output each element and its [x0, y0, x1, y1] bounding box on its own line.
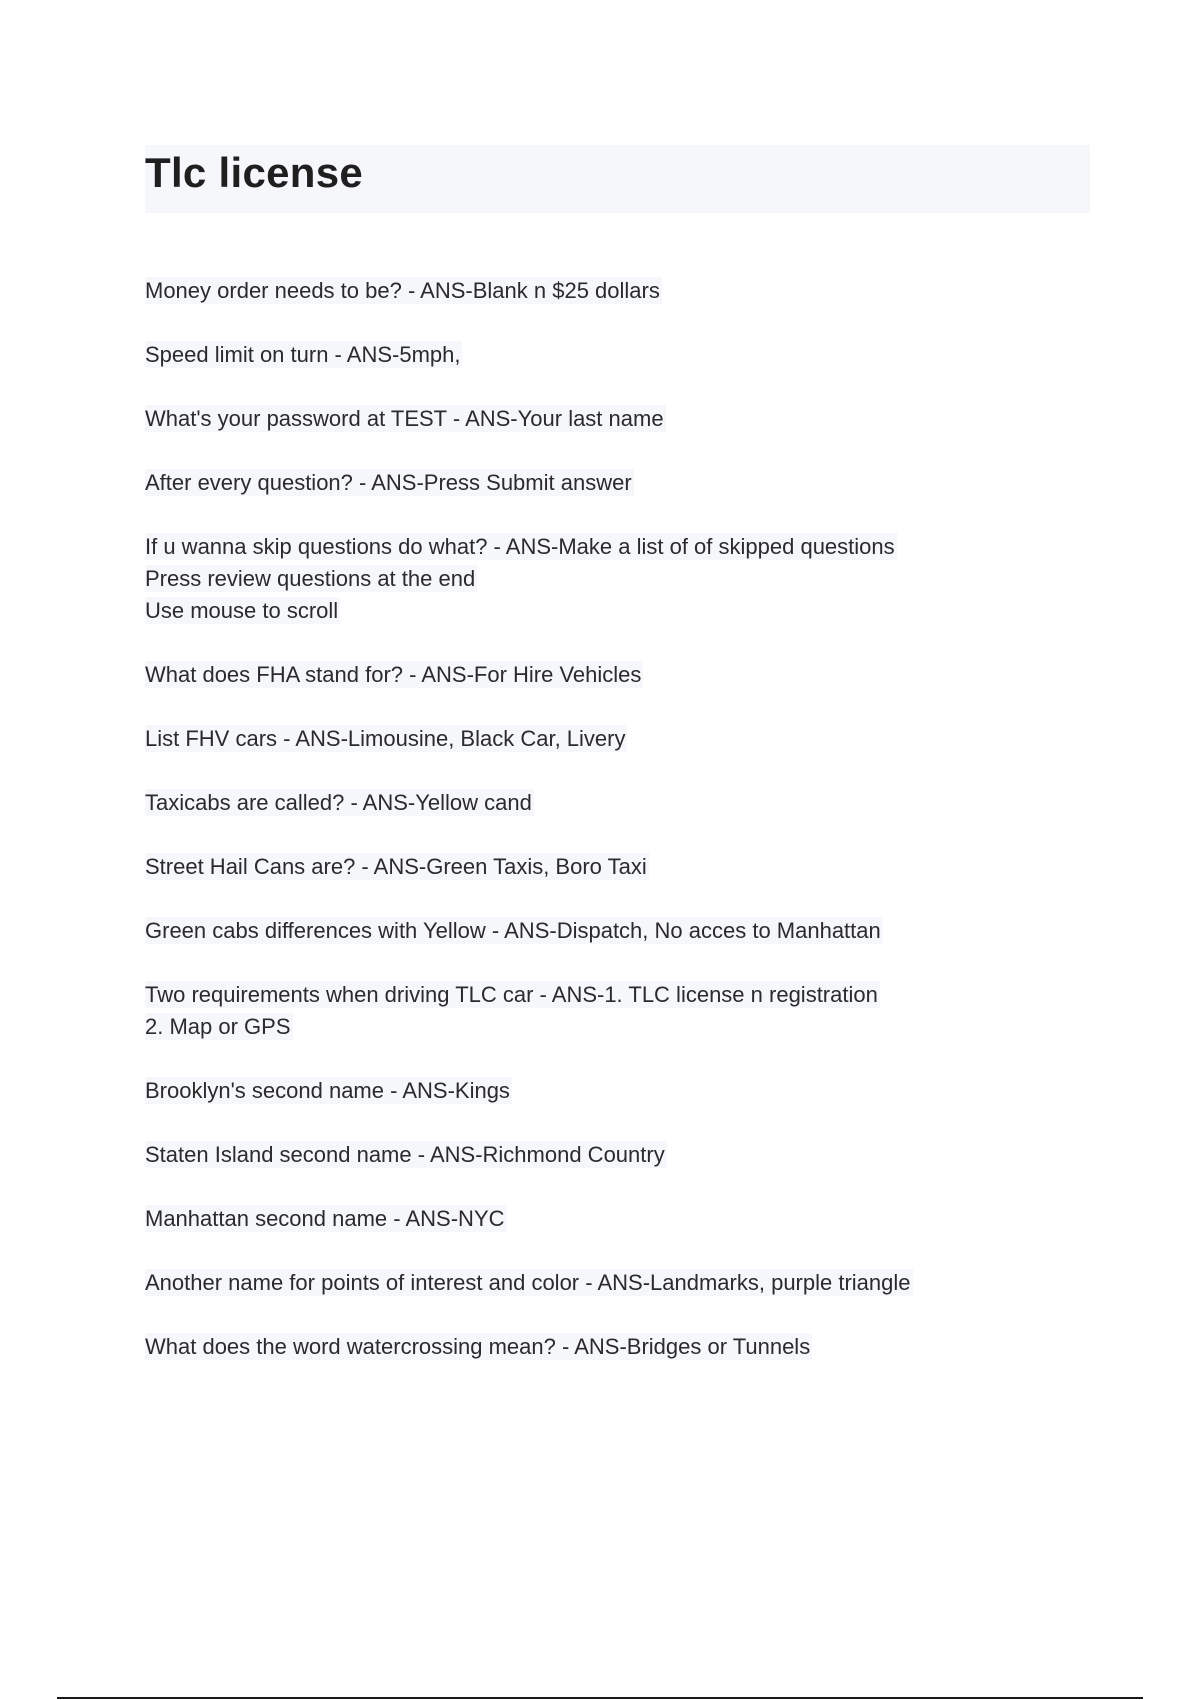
qa-line [145, 1075, 1105, 1107]
qa-text: Use mouse to scroll [145, 598, 339, 623]
qa-text: Street Hail Cans are? - ANS-Green Taxis, Boro Taxi [145, 854, 647, 879]
qa-item [145, 1267, 1105, 1299]
qa-line [145, 1331, 1105, 1363]
qa-item [145, 467, 1105, 499]
footer-divider [57, 1697, 1143, 1699]
qa-line [145, 275, 1105, 307]
qa-text: Taxicabs are called? - ANS-Yellow cand [145, 790, 532, 815]
qa-text: After every question? - ANS-Press Submit answer [145, 470, 632, 495]
qa-item [145, 275, 1105, 307]
qa-list [145, 275, 1105, 1395]
qa-line [145, 339, 1105, 371]
qa-item [145, 403, 1105, 435]
qa-line [145, 531, 1105, 563]
qa-text: If u wanna skip questions do what? - ANS-Make a list of of skipped questions [145, 534, 895, 559]
qa-item [145, 915, 1105, 947]
qa-text: Manhattan second name - ANS-NYC [145, 1206, 505, 1231]
qa-text: Another name for points of interest and color - ANS-Landmarks, purple triangle [145, 1270, 911, 1295]
qa-line [145, 723, 1105, 755]
qa-item [145, 1331, 1105, 1363]
qa-item [145, 659, 1105, 691]
qa-line [145, 851, 1105, 883]
qa-line [145, 1203, 1105, 1235]
qa-line [145, 787, 1105, 819]
qa-item [145, 851, 1105, 883]
qa-line [145, 467, 1105, 499]
qa-text: Brooklyn's second name - ANS-Kings [145, 1078, 510, 1103]
qa-line [145, 915, 1105, 947]
qa-line [145, 403, 1105, 435]
page-title: Tlc license [145, 149, 364, 196]
qa-item [145, 1139, 1105, 1171]
qa-item [145, 1203, 1105, 1235]
qa-line [145, 1139, 1105, 1171]
qa-item [145, 531, 1105, 627]
qa-item [145, 787, 1105, 819]
qa-text: Staten Island second name - ANS-Richmond Country [145, 1142, 665, 1167]
qa-text: 2. Map or GPS [145, 1014, 291, 1039]
qa-line [145, 595, 1105, 627]
qa-text: Two requirements when driving TLC car - ANS-1. TLC license n registration [145, 982, 878, 1007]
title-block [145, 145, 1090, 213]
qa-item [145, 1075, 1105, 1107]
qa-line [145, 659, 1105, 691]
qa-line [145, 1011, 1105, 1043]
qa-text: List FHV cars - ANS-Limousine, Black Car, Livery [145, 726, 626, 751]
qa-text: Green cabs differences with Yellow - ANS-Dispatch, No acces to Manhattan [145, 918, 881, 943]
qa-text: What does FHA stand for? - ANS-For Hire Vehicles [145, 662, 642, 687]
qa-text: Speed limit on turn - ANS-5mph, [145, 342, 461, 367]
qa-item [145, 979, 1105, 1043]
qa-line [145, 563, 1105, 595]
qa-text: What's your password at TEST - ANS-Your last name [145, 406, 664, 431]
qa-line [145, 1267, 1105, 1299]
qa-line [145, 979, 1105, 1011]
qa-text: What does the word watercrossing mean? - ANS-Bridges or Tunnels [145, 1334, 811, 1359]
qa-text: Money order needs to be? - ANS-Blank n $25 dollars [145, 278, 660, 303]
qa-text: Press review questions at the end [145, 566, 476, 591]
qa-item [145, 723, 1105, 755]
qa-item [145, 339, 1105, 371]
